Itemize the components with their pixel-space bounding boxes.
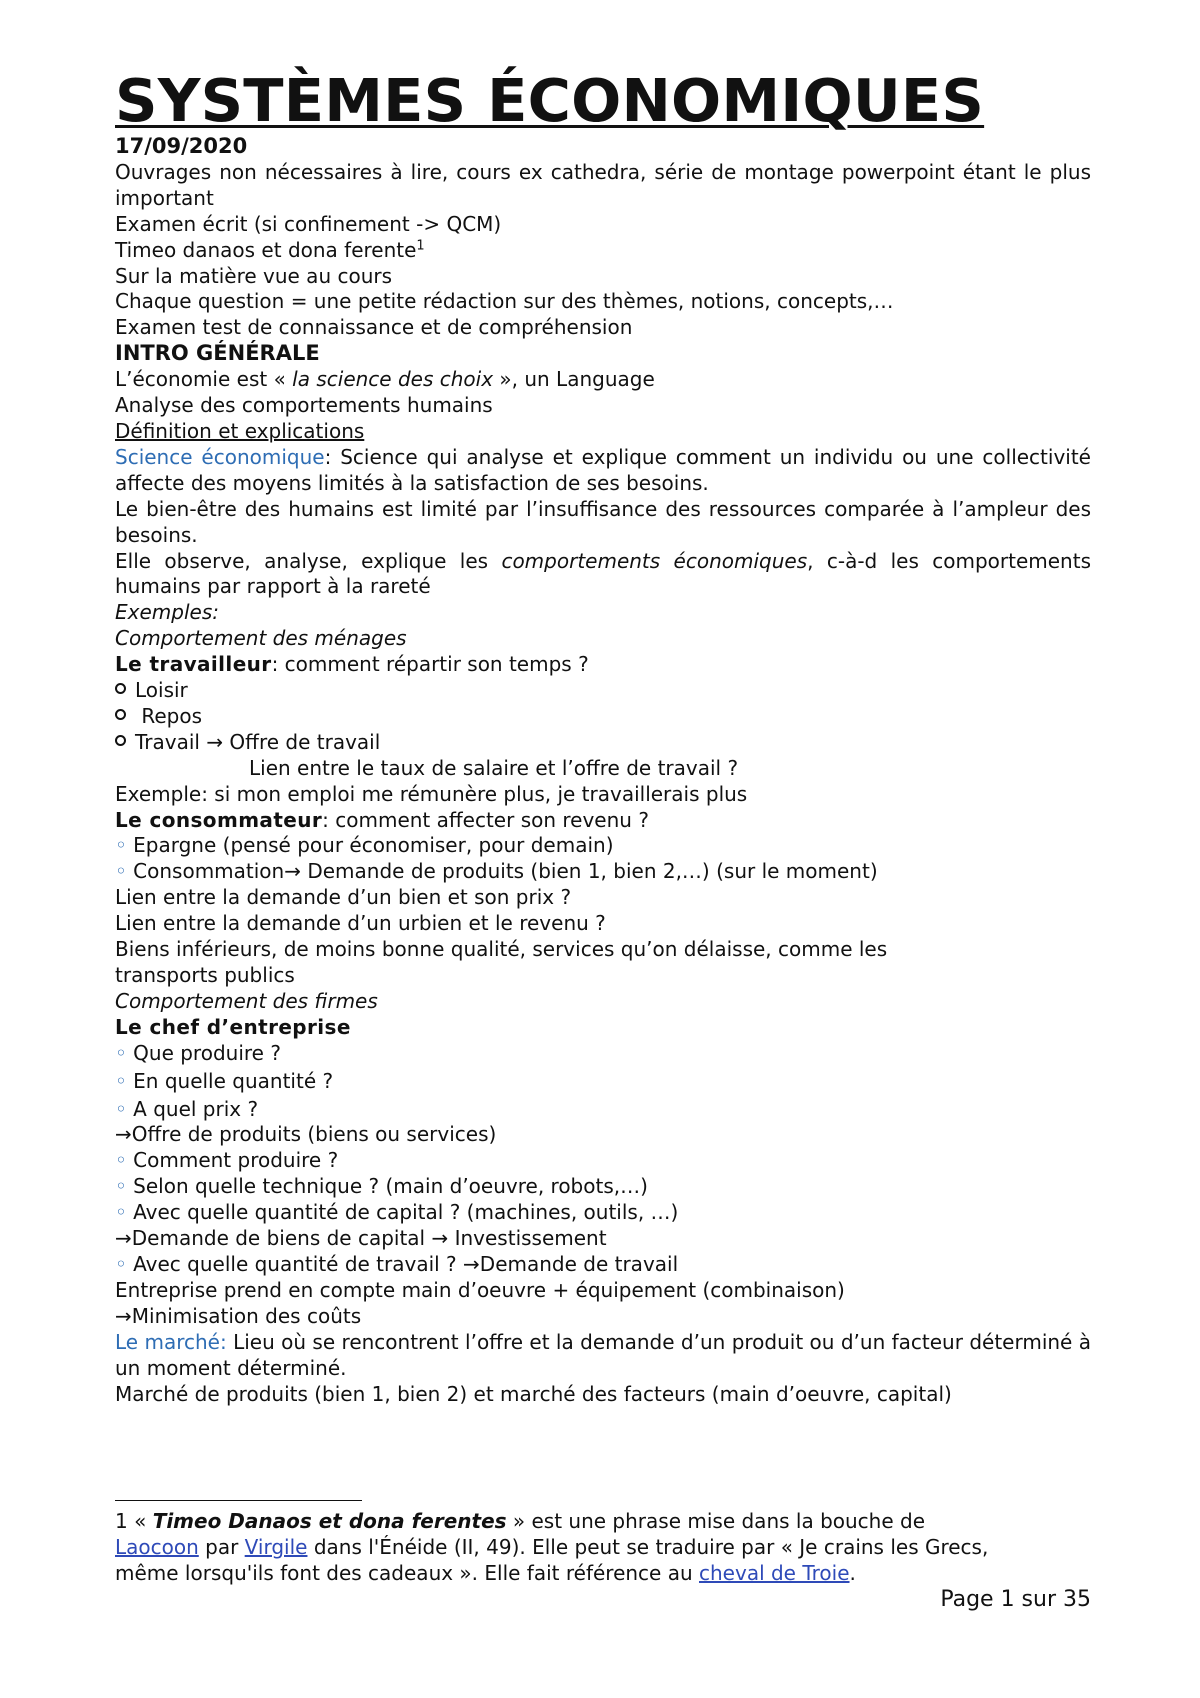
footnote-number: 1 « <box>115 1509 153 1533</box>
consumer-line: transports publics <box>115 963 295 987</box>
science-text: : Science qui analyse et explique comment un individu ou une collectivité affecte des moyens limités à la satisfaction de ses besoins. <box>115 444 1091 495</box>
list-item-text: Comment produire ? <box>133 1148 339 1173</box>
list-item-text: A quel prix ? <box>133 1096 259 1121</box>
list-item-text: Loisir <box>135 678 188 703</box>
small-bullet-icon: ◦ <box>115 1251 134 1276</box>
manager-arrow-c: →Minimisation des coûts <box>115 1303 362 1328</box>
worker-link-line: Lien entre le taux de salaire et l’offre de travail ? <box>249 755 739 780</box>
laocoon-link[interactable]: Laocoon <box>115 1535 199 1559</box>
list-item <box>115 833 1091 859</box>
market-definition <box>115 1330 1091 1382</box>
small-bullet-icon: ◦ <box>115 1068 134 1093</box>
small-bullet-icon: ◦ <box>115 859 134 884</box>
list-item <box>115 1069 1091 1095</box>
wellbeing-paragraph: Le bien-être des humains est limité par l’insuffisance des ressources comparée à l’ampleur des besoins. <box>115 496 1091 547</box>
small-bullet-icon: ◦ <box>115 1040 134 1065</box>
footnote-line-1 <box>115 1508 1091 1534</box>
list-item <box>115 1174 1091 1200</box>
small-bullet-icon: ◦ <box>115 1174 134 1199</box>
science-term: Science économique <box>115 444 325 469</box>
footnote-ref[interactable]: 1 <box>416 237 425 253</box>
observe-italic: comportements économiques <box>501 548 808 573</box>
market-term: Le marché: <box>115 1329 227 1354</box>
small-bullet-icon: ◦ <box>115 1200 134 1225</box>
list-item <box>115 1252 1091 1278</box>
consumer-line: Lien entre la demande d’un urbien et le revenu ? <box>115 911 606 936</box>
manager-heading: Le chef d’entreprise <box>115 1014 351 1039</box>
intro-line-3 <box>115 238 1091 264</box>
footnote-text: . <box>849 1561 856 1585</box>
list-item-text: Que produire ? <box>133 1040 281 1065</box>
intro-line-3-text: Timeo danaos et dona ferente <box>115 237 417 262</box>
footnote-quote: Timeo Danaos et dona ferentes <box>152 1509 507 1533</box>
examples-label: Exemples: <box>115 600 219 625</box>
list-item-text: Avec quelle quantité de capital ? (machines, outils, …) <box>133 1200 679 1225</box>
consumer-label: Le consommateur <box>115 807 323 832</box>
small-bullet-icon: ◦ <box>115 1096 134 1121</box>
worker-question: : comment répartir son temps ? <box>271 652 589 677</box>
intro-line-1: Ouvrages non nécessaires à lire, cours ex cathedra, série de montage powerpoint étant le plus important <box>115 159 1091 210</box>
list-item <box>115 1097 1091 1123</box>
virgile-link[interactable]: Virgile <box>244 1535 308 1559</box>
observe-prefix: Elle observe, analyse, explique les <box>115 548 502 573</box>
analysis-line: Analyse des comportements humains <box>115 393 493 418</box>
intro-line-5: Chaque question = une petite rédaction sur des thèmes, notions, concepts,… <box>115 289 894 314</box>
worker-label: Le travailleur <box>115 652 272 677</box>
list-item-text: En quelle quantité ? <box>133 1068 334 1093</box>
cheval-de-troie-link[interactable]: cheval de Troie <box>699 1561 850 1585</box>
small-bullet-icon: ◦ <box>115 1148 134 1173</box>
document-page <box>115 68 1091 1407</box>
list-item <box>115 1148 1091 1174</box>
footnote-text: » est une phrase mise dans la bouche de <box>506 1509 926 1533</box>
intro-line-2: Examen écrit (si confinement -> QCM) <box>115 211 502 236</box>
footnote <box>115 1508 1091 1586</box>
worker-heading <box>115 652 1091 678</box>
hollow-bullet-icon <box>115 678 135 704</box>
footnote-text: par <box>198 1535 245 1559</box>
economy-def-italic: la science des choix <box>292 367 494 392</box>
worker-example: Exemple: si mon emploi me rémunère plus, je travaillerais plus <box>115 781 748 806</box>
list-item <box>115 704 1091 730</box>
science-definition <box>115 445 1091 497</box>
subheading-definition: Définition et explications <box>115 418 365 443</box>
section-heading-intro: INTRO GÉNÉRALE <box>115 341 320 366</box>
consumer-line: Lien entre la demande d’un bien et son prix ? <box>115 885 572 910</box>
footnote-separator <box>115 1500 362 1501</box>
intro-line-4: Sur la matière vue au cours <box>115 263 393 288</box>
list-item-text: Selon quelle technique ? (main d’oeuvre, robots,…) <box>133 1174 648 1199</box>
manager-combo-line: Entreprise prend en compte main d’oeuvre + équipement (combinaison) <box>115 1277 845 1302</box>
footnote-text: même lorsqu'ils font des cadeaux ». Elle fait référence au <box>115 1561 699 1585</box>
list-item-text: Avec quelle quantité de travail ? →Demande de travail <box>133 1251 679 1276</box>
list-item-text: Repos <box>135 703 203 728</box>
firms-label: Comportement des firmes <box>115 988 378 1013</box>
footnote-line-3 <box>115 1560 1091 1586</box>
consumer-question: : comment affecter son revenu ? <box>322 807 649 832</box>
list-item <box>115 730 1091 756</box>
consumer-line: Biens inférieurs, de moins bonne qualité, services qu’on délaisse, comme les <box>115 937 888 962</box>
page-number: Page 1 sur 35 <box>940 1587 1091 1612</box>
economy-def-prefix: L’économie est « <box>115 367 293 392</box>
observe-suffix: , c-à-d les comportements humains par rapport à la rareté <box>115 548 1091 599</box>
households-label: Comportement des ménages <box>115 626 407 651</box>
consumer-heading <box>115 808 1091 834</box>
intro-line-6: Examen test de connaissance et de compréhension <box>115 315 633 340</box>
document-body <box>115 134 1091 1407</box>
market-line: Marché de produits (bien 1, bien 2) et marché des facteurs (main d’oeuvre, capital) <box>115 1381 952 1406</box>
manager-arrow-b: →Demande de biens de capital → Investissement <box>115 1226 607 1251</box>
observe-paragraph <box>115 549 1091 601</box>
small-bullet-icon: ◦ <box>115 833 134 858</box>
manager-arrow-a: →Offre de produits (biens ou services) <box>115 1122 497 1147</box>
list-item <box>115 678 1091 704</box>
footnote-line-2 <box>115 1534 1091 1560</box>
hollow-bullet-icon <box>115 704 135 730</box>
list-item-text: Travail → Offre de travail <box>135 729 381 754</box>
market-text: Lieu où se rencontrent l’offre et la demande d’un produit ou d’un facteur déterminé à un moment déterminé. <box>115 1329 1091 1380</box>
list-item <box>115 1200 1091 1226</box>
economy-definition <box>115 367 1091 393</box>
list-item-text: Epargne (pensé pour économiser, pour demain) <box>133 833 614 858</box>
economy-def-suffix: », un Language <box>493 367 655 392</box>
footnote-text: dans l'Énéide (II, 49). Elle peut se traduire par « Je crains les Grecs, <box>307 1535 989 1559</box>
hollow-bullet-icon <box>115 730 135 756</box>
list-item <box>115 1041 1091 1067</box>
lecture-date: 17/09/2020 <box>115 134 248 158</box>
list-item-text: Consommation→ Demande de produits (bien 1, bien 2,…) (sur le moment) <box>133 859 878 884</box>
list-item <box>115 859 1091 885</box>
document-title: SYSTÈMES ÉCONOMIQUES <box>115 66 985 135</box>
